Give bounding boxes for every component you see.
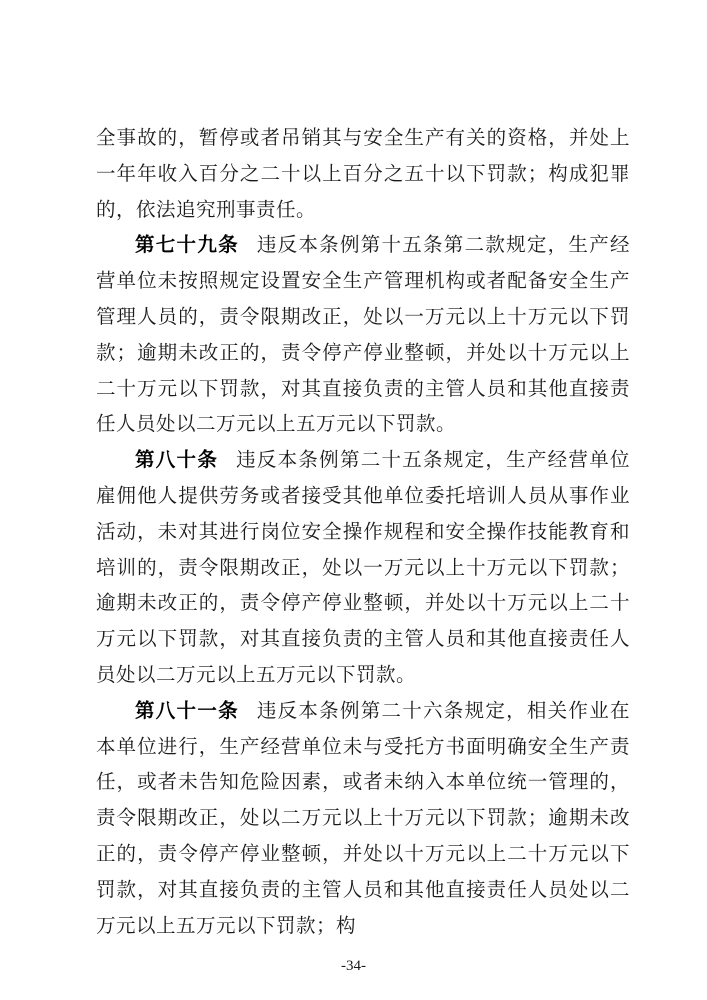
article-79 [96, 227, 630, 442]
article-80-heading: 第八十条 [135, 448, 219, 472]
article-79-heading: 第七十九条 [135, 233, 239, 257]
article-80 [96, 442, 630, 693]
page-number: -34- [341, 958, 366, 974]
article-80-text: 违反本条例第二十五条规定，生产经营单位雇佣他人提供劳务或者接受其他单位委托培训人员从事作业活动，未对其进行岗位安全操作规程和安全操作技能教育和培训的，责令限期改正，处以一万元以上十万元以下罚款；逾期未改正的，责令停产停业整顿，并处以十万元以上二十万元以下罚款，对其直接负责的主管人员和其他直接责任人员处以二万元以上五万元以下罚款。 [96, 448, 630, 686]
article-79-text: 违反本条例第十五条第二款规定，生产经营单位未按照规定设置安全生产管理机构或者配备安全生产管理人员的，责令限期改正，处以一万元以上十万元以下罚款；逾期未改正的，责令停产停业整顿，并处以十万元以上二十万元以下罚款，对其直接负责的主管人员和其他直接责任人员处以二万元以上五万元以下罚款。 [96, 233, 630, 436]
article-81-heading: 第八十一条 [135, 698, 239, 722]
continuation-paragraph: 全事故的，暂停或者吊销其与安全生产有关的资格，并处上一年年收入百分之二十以上百分之五十以下罚款；构成犯罪的，依法追究刑事责任。 [96, 126, 630, 221]
document-body [96, 120, 630, 943]
article-81-text: 违反本条例第二十六条规定，相关作业在本单位进行，生产经营单位未与受托方书面明确安全生产责任，或者未告知危险因素，或者未纳入本单位统一管理的，责令限期改正，处以二万元以上十万元以下罚款；逾期未改正的，责令停产停业整顿，并处以十万元以上二十万元以下罚款，对其直接负责的主管人员和其他直接责任人员处以二万元以上五万元以下罚款；构 [96, 698, 630, 937]
article-81 [96, 693, 630, 944]
